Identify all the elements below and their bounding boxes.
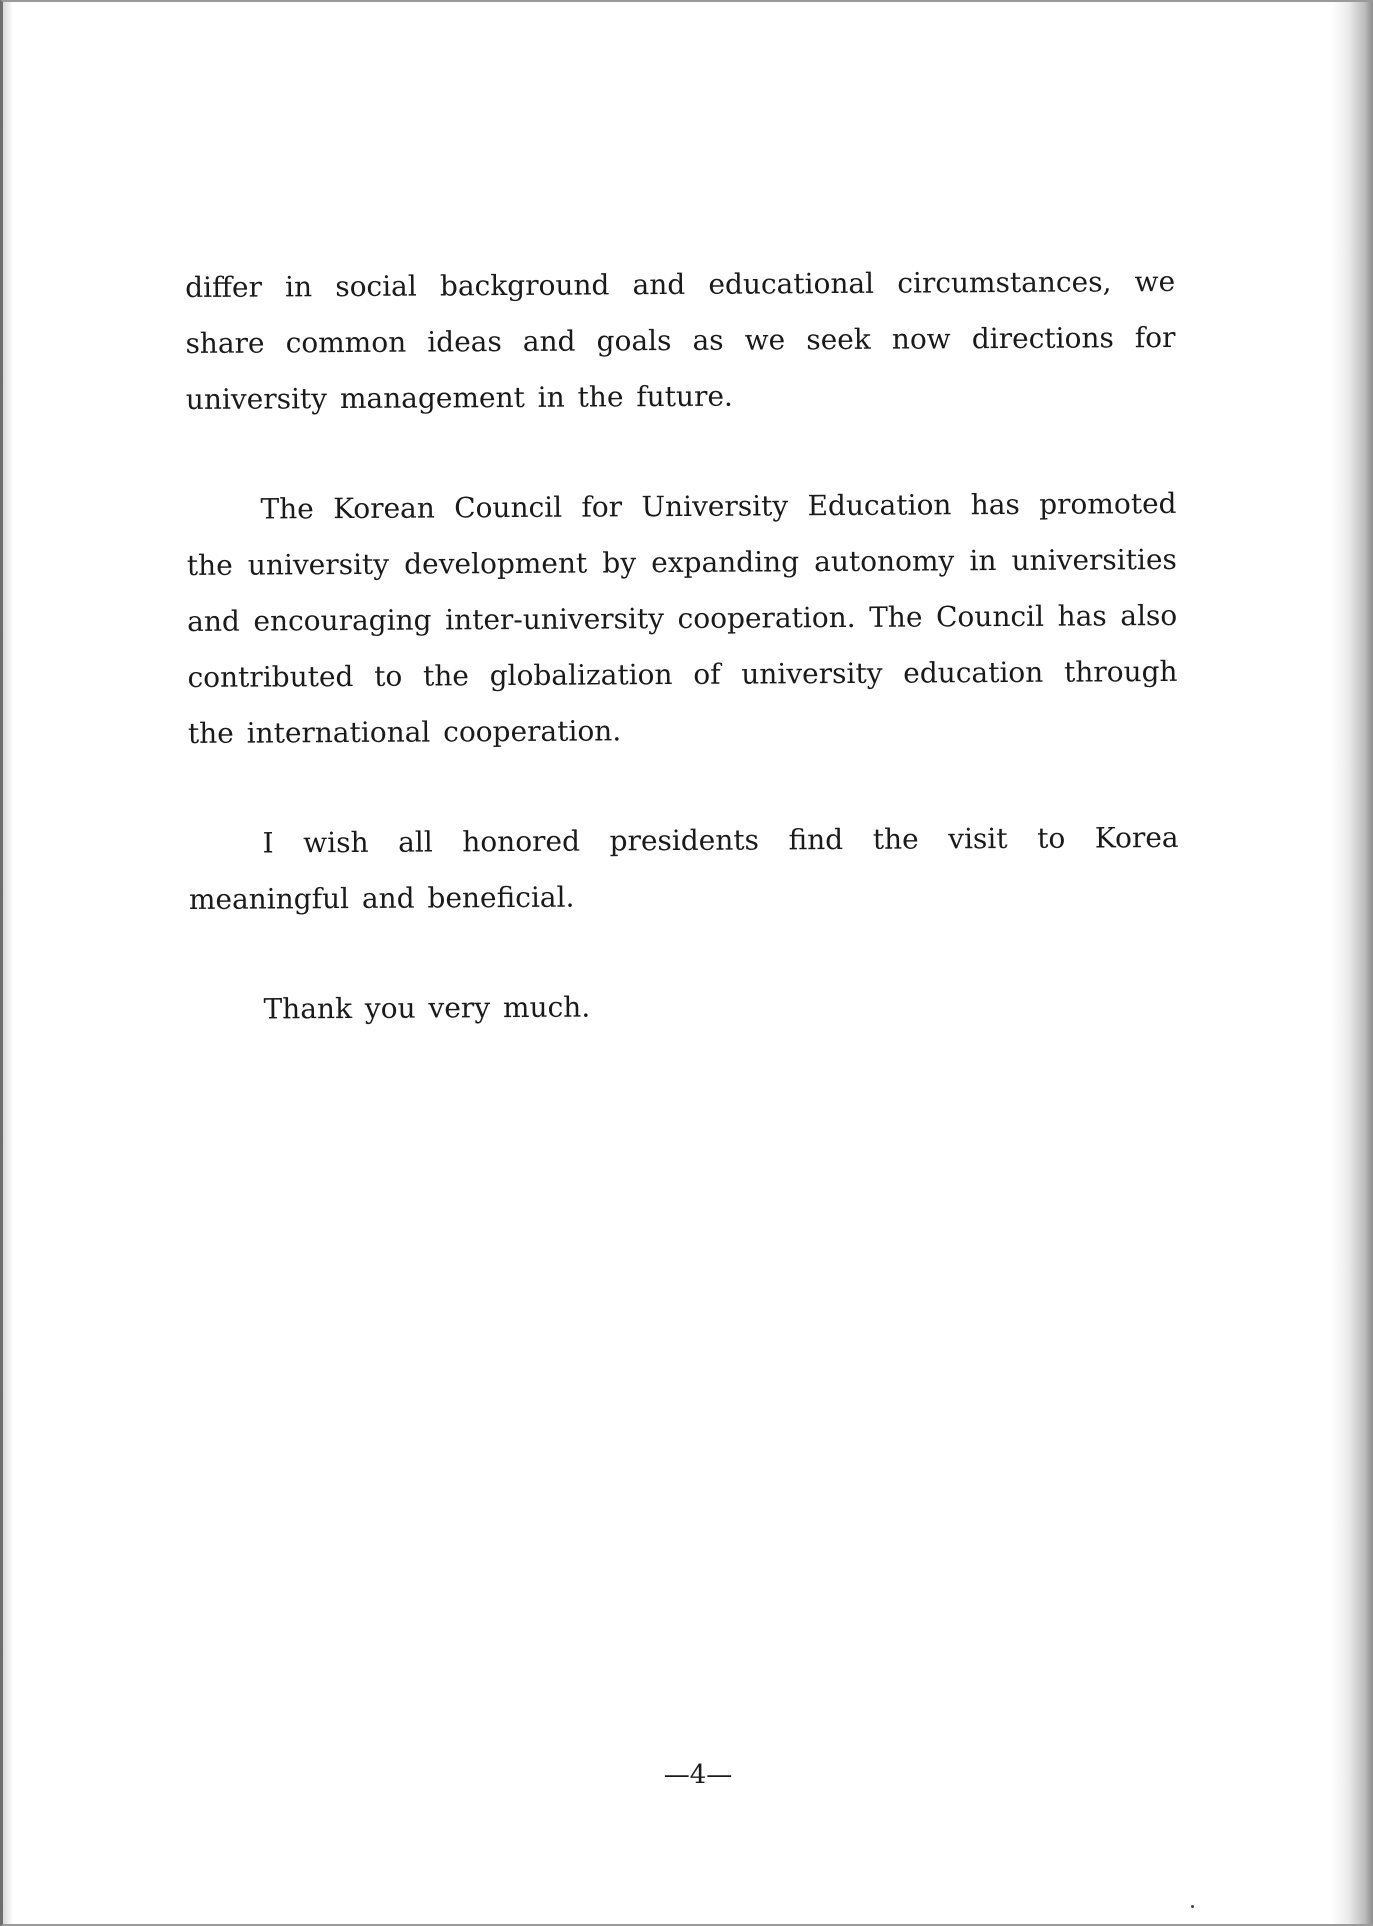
document-body <box>185 254 1180 1038</box>
paragraph-gap <box>188 756 1178 816</box>
paragraph-continuation: differ in social background and educational circumstances, we share common ideas and goals as we seek now directions for university management in the future. <box>185 264 1176 416</box>
paragraph-gap <box>189 922 1179 982</box>
paragraph-wish: I wish all honored presidents find the visit to Korea meaningful and beneficial. <box>188 820 1179 916</box>
page-number: —4— <box>663 1760 733 1790</box>
paragraph-thanks: Thank you very much. <box>263 990 591 1026</box>
left-binding-shadow <box>3 2 13 1924</box>
scan-speck <box>1191 1905 1194 1908</box>
paragraph-council: The Korean Council for University Education has promoted the university development by expanding autonomy in universities and encouraging inter-university cooperation. The Council has also contributed to the globalization of university education through the international cooperation. <box>186 486 1178 750</box>
right-page-edge-shadow <box>1331 2 1373 1924</box>
paragraph-gap <box>186 422 1176 482</box>
